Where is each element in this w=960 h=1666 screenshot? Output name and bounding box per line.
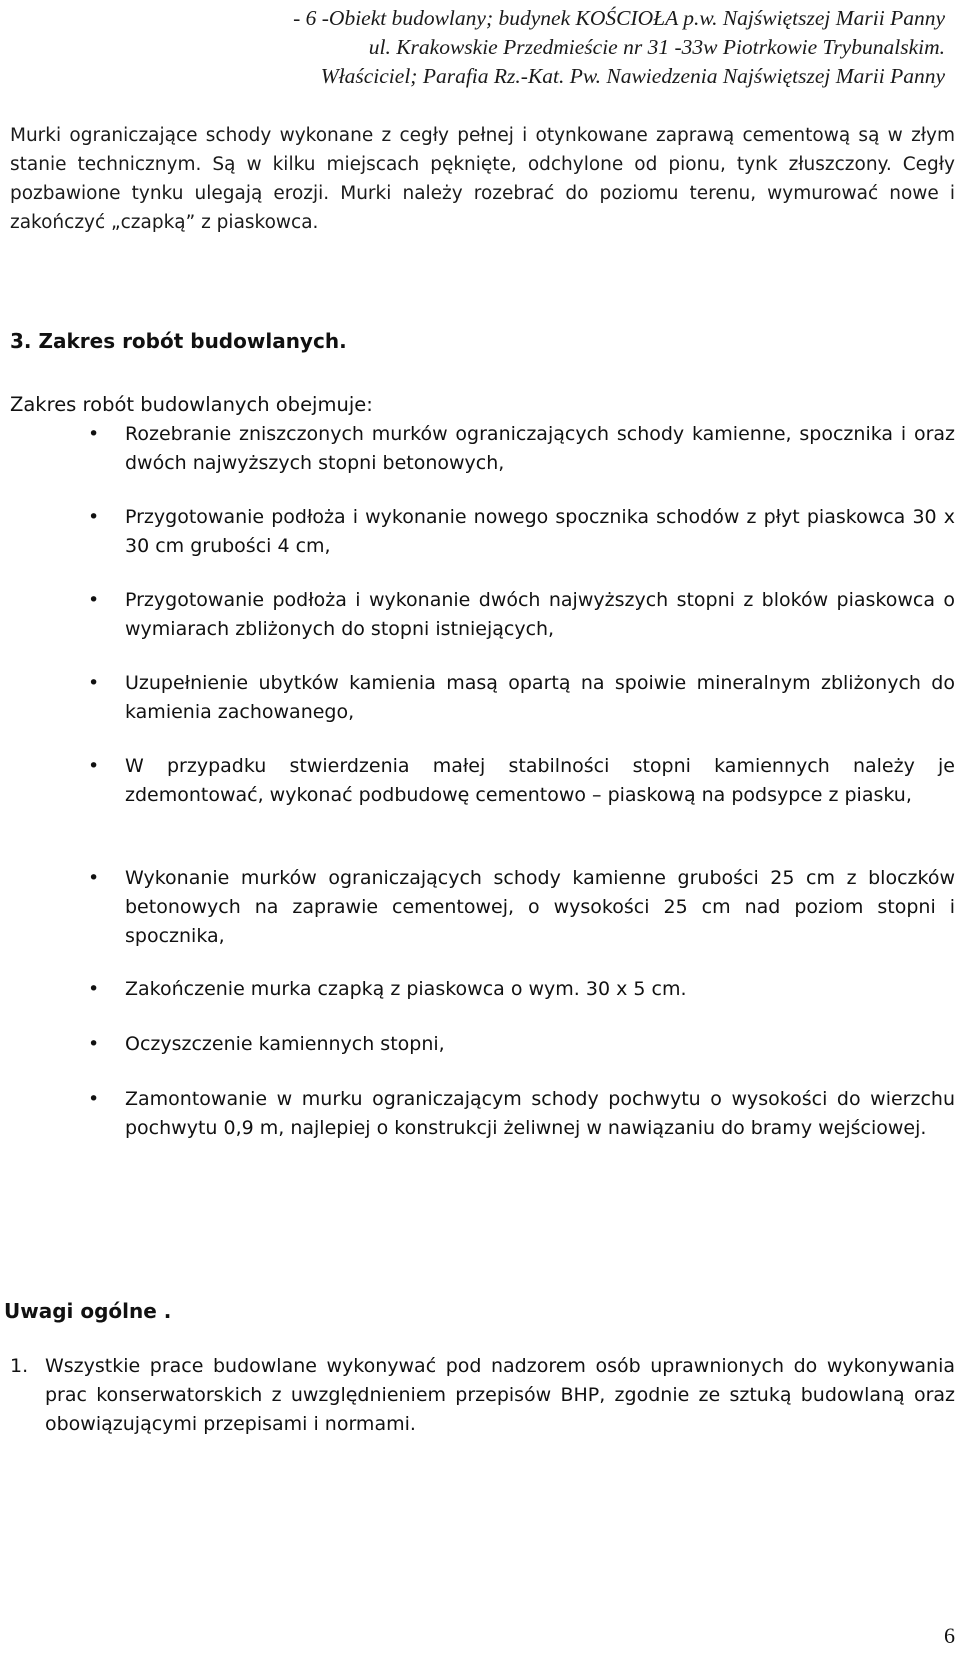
bullet-icon: • xyxy=(88,506,100,528)
bullet-icon: • xyxy=(88,672,100,694)
bullet-icon: • xyxy=(88,1033,100,1055)
numbered-item-text: Wszystkie prace budowlane wykonywać pod nadzorem osób uprawnionych do wykonywania prac konserwatorskich z uwzględnieniem przepisów BHP, zgodnie ze sztuką budowlaną oraz obowiązującymi przepisami i normami. xyxy=(45,1355,955,1435)
list-item-text: W przypadku stwierdzenia małej stabilności stopni kamiennych należy je zdemontować, wykonać podbudowę cementowo – piaskową na podsypce z piasku, xyxy=(125,755,955,806)
list-item xyxy=(88,586,955,644)
list-item xyxy=(88,752,955,810)
list-item-text: Przygotowanie podłoża i wykonanie dwóch najwyższych stopni z bloków piaskowca o wymiarach zbliżonych do stopni istniejących, xyxy=(125,589,955,640)
header-line: Właściciel; Parafia Rz.-Kat. Pw. Nawiedzenia Najświętszej Marii Panny xyxy=(320,64,945,88)
list-item-text: Zamontowanie w murku ograniczającym schody pochwytu o wysokości do wierzchu pochwytu 0,9 m, najlepiej o konstrukcji żeliwnej w nawiązaniu do bramy wejściowej. xyxy=(125,1088,955,1139)
list-item xyxy=(88,420,955,478)
list-item xyxy=(88,864,955,951)
list-item-text: Oczyszczenie kamiennych stopni, xyxy=(125,1033,445,1055)
bullet-icon: • xyxy=(88,1088,100,1110)
bullet-icon: • xyxy=(88,589,100,611)
list-item-text: Wykonanie murków ograniczających schody kamienne grubości 25 cm z bloczków betonowych na zaprawie cementowej, o wysokości 25 cm nad poziom stopni i spocznika, xyxy=(125,867,955,947)
intro-paragraph: Murki ograniczające schody wykonane z cegły pełnej i otynkowane zaprawą cementową są w złym stanie technicznym. Są w kilku miejscach pęknięte, odchylone od pionu, tynk złuszczony. Cegły pozbawione tynku ulegają erozji. Murki należy rozebrać do poziomu terenu, wymurować nowe i zakończyć „czapką” z piaskowca. xyxy=(10,125,955,233)
header-line: - 6 -Obiekt budowlany; budynek KOŚCIOŁA p.w. Najświętszej Marii Panny xyxy=(293,6,945,30)
notes-heading: Uwagi ogólne . xyxy=(4,1299,172,1323)
page-number: 6 xyxy=(944,1623,955,1648)
item-number: 1. xyxy=(10,1355,29,1377)
numbered-item xyxy=(10,1352,955,1439)
bullet-icon: • xyxy=(88,423,100,445)
list-item-text: Uzupełnienie ubytków kamienia masą opartą na spoiwie mineralnym zbliżonych do kamienia zachowanego, xyxy=(125,672,955,723)
section-heading: 3. Zakres robót budowlanych. xyxy=(10,329,347,353)
header-line: ul. Krakowskie Przedmieście nr 31 -33w Piotrkowie Trybunalskim. xyxy=(368,35,945,59)
list-item xyxy=(88,1085,955,1143)
list-item xyxy=(88,1030,955,1059)
list-item xyxy=(88,975,955,1004)
bullet-icon: • xyxy=(88,755,100,777)
list-item-text: Zakończenie murka czapką z piaskowca o wym. 30 x 5 cm. xyxy=(125,978,687,1000)
section-intro: Zakres robót budowlanych obejmuje: xyxy=(10,393,373,416)
bullet-icon: • xyxy=(88,978,100,1000)
bullet-icon: • xyxy=(88,867,100,889)
page-header xyxy=(45,4,945,91)
list-item-text: Przygotowanie podłoża i wykonanie nowego spocznika schodów z płyt piaskowca 30 x 30 cm grubości 4 cm, xyxy=(125,506,955,557)
list-item xyxy=(88,503,955,561)
list-item-text: Rozebranie zniszczonych murków ograniczających schody kamienne, spocznika i oraz dwóch najwyższych stopni betonowych, xyxy=(125,423,955,474)
list-item xyxy=(88,669,955,727)
